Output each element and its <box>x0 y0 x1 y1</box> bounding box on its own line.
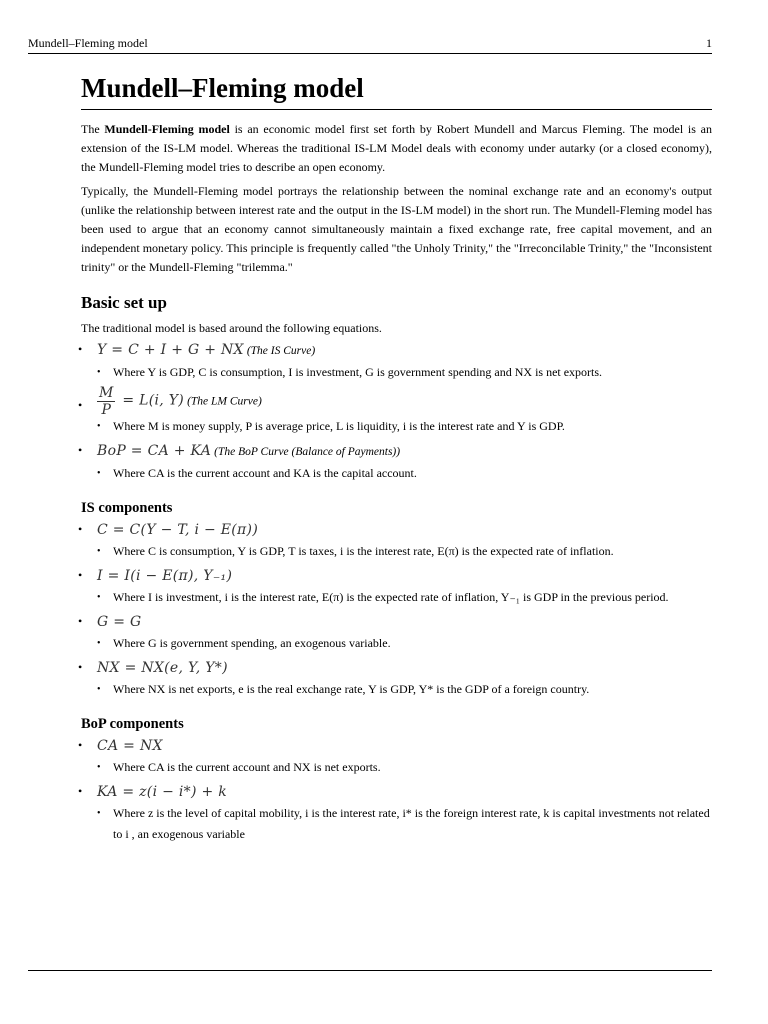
fraction-denominator: P <box>101 402 111 418</box>
equation-note: (The LM Curve) <box>187 395 262 408</box>
equation-note: (The IS Curve) <box>246 345 316 357</box>
fraction-numerator: M <box>99 385 114 401</box>
equation-description: • Where Y is GDP, C is consumption, I is investment, G is government spending and NX is net exports. <box>97 362 712 383</box>
intro-bold-term: Mundell-Fleming model <box>104 122 230 136</box>
bullet-icon: • <box>78 342 83 356</box>
section-lead: The traditional model is based around the following equations. <box>81 321 382 335</box>
bullet-icon: • <box>78 784 83 798</box>
equation-description: • Where NX is net exports, e is the real exchange rate, Y is GDP, Y* is the GDP of a foreign country. <box>97 679 712 700</box>
section-heading-bop-components: BoP components <box>81 716 184 732</box>
equation: C = C(Y − T, i − E(π)) <box>97 522 259 538</box>
equation: BoP = CA + KA <box>97 443 212 459</box>
equation: G = G <box>97 614 142 630</box>
page-number: 1 <box>706 36 712 50</box>
page-title: Mundell–Fleming model <box>81 70 712 110</box>
equation-note: (The BoP Curve (Balance of Payments)) <box>214 446 401 458</box>
footer-rule <box>28 970 712 971</box>
equation-item-is-curve <box>78 338 712 383</box>
bullet-icon: • <box>78 522 83 536</box>
section-heading-basic-set-up: Basic set up <box>81 293 167 312</box>
equation-description: • Where I is investment, i is the interest rate, E(π) is the expected rate of inflation, Y₋₁ is GDP in the previous period. <box>97 587 712 608</box>
equation-description: • Where M is money supply, P is average price, L is liquidity, i is the interest rate and Y is GDP. <box>97 416 712 437</box>
bullet-icon: • <box>78 443 83 457</box>
fraction <box>97 385 115 418</box>
article-body <box>78 70 712 847</box>
equation-description: • Where C is consumption, Y is GDP, T is taxes, i is the interest rate, E(π) is the expected rate of inflation. <box>97 541 712 562</box>
equation-description: • Where G is government spending, an exogenous variable. <box>97 633 712 654</box>
header-rule <box>28 53 712 54</box>
bullet-icon: • <box>78 614 83 628</box>
equation: Y = C + I + G + NX <box>97 342 244 358</box>
equation-description: • Where z is the level of capital mobility, i is the interest rate, i* is the foreign interest rate, k is capital investments not related to i , an exogenous variable <box>97 803 712 845</box>
equation-item-bop-curve <box>78 439 712 484</box>
equation: CA = NX <box>97 738 163 754</box>
intro-paragraph-1 <box>81 120 712 177</box>
equation-item-investment <box>78 564 712 608</box>
equation-item-current-account <box>78 734 712 778</box>
equation-item-capital-account <box>78 780 712 845</box>
bop-component-list <box>78 734 712 845</box>
bullet-icon: • <box>78 398 83 412</box>
equation-description: • Where CA is the current account and NX is net exports. <box>97 757 712 778</box>
bullet-icon: • <box>78 568 83 582</box>
running-header <box>28 36 712 51</box>
equation-description: • Where CA is the current account and KA is the capital account. <box>97 463 712 484</box>
is-component-list <box>78 518 712 700</box>
equation: KA = z(i − i*) + k <box>97 784 228 800</box>
basic-equation-list <box>78 338 712 484</box>
intro-prefix: The <box>81 122 105 136</box>
equation: = L(i, Y) <box>122 392 185 409</box>
equation-item-net-exports <box>78 656 712 700</box>
intro-paragraph-2: Typically, the Mundell-Fleming model portrays the relationship between the nominal exchange rate and an economy's output (unlike the relationship between interest rate and the output in the IS-LM model) in the short run. The Mundell-Fleming model has been used to argue that an economy cannot simultaneously maintain a fixed exchange rate, free capital movement, and an independent monetary policy. This principle is frequently called "the Unholy Trinity," the "Irreconcilable Trinity," the "Inconsistent trinity" or the Mundell-Fleming "trilemma." <box>81 184 712 274</box>
bullet-icon: • <box>78 660 83 674</box>
equation: NX = NX(e, Y, Y*) <box>97 660 228 676</box>
intro-rest: is an economic model first set forth by Robert Mundell and Marcus Fleming. The model is an extension of the IS-LM model. Whereas the traditional IS-LM Model deals with economy under autarky (or a closed economy), the Mundell-Fleming model tries to describe an open economy. <box>81 122 712 174</box>
equation: I = I(i − E(π), Y₋₁) <box>97 568 233 584</box>
equation-item-lm-curve <box>78 385 712 437</box>
equation-item-consumption <box>78 518 712 562</box>
section-heading-is-components: IS components <box>81 500 173 516</box>
bullet-icon: • <box>78 738 83 752</box>
equation-item-government <box>78 610 712 654</box>
running-title: Mundell–Fleming model <box>28 36 148 50</box>
